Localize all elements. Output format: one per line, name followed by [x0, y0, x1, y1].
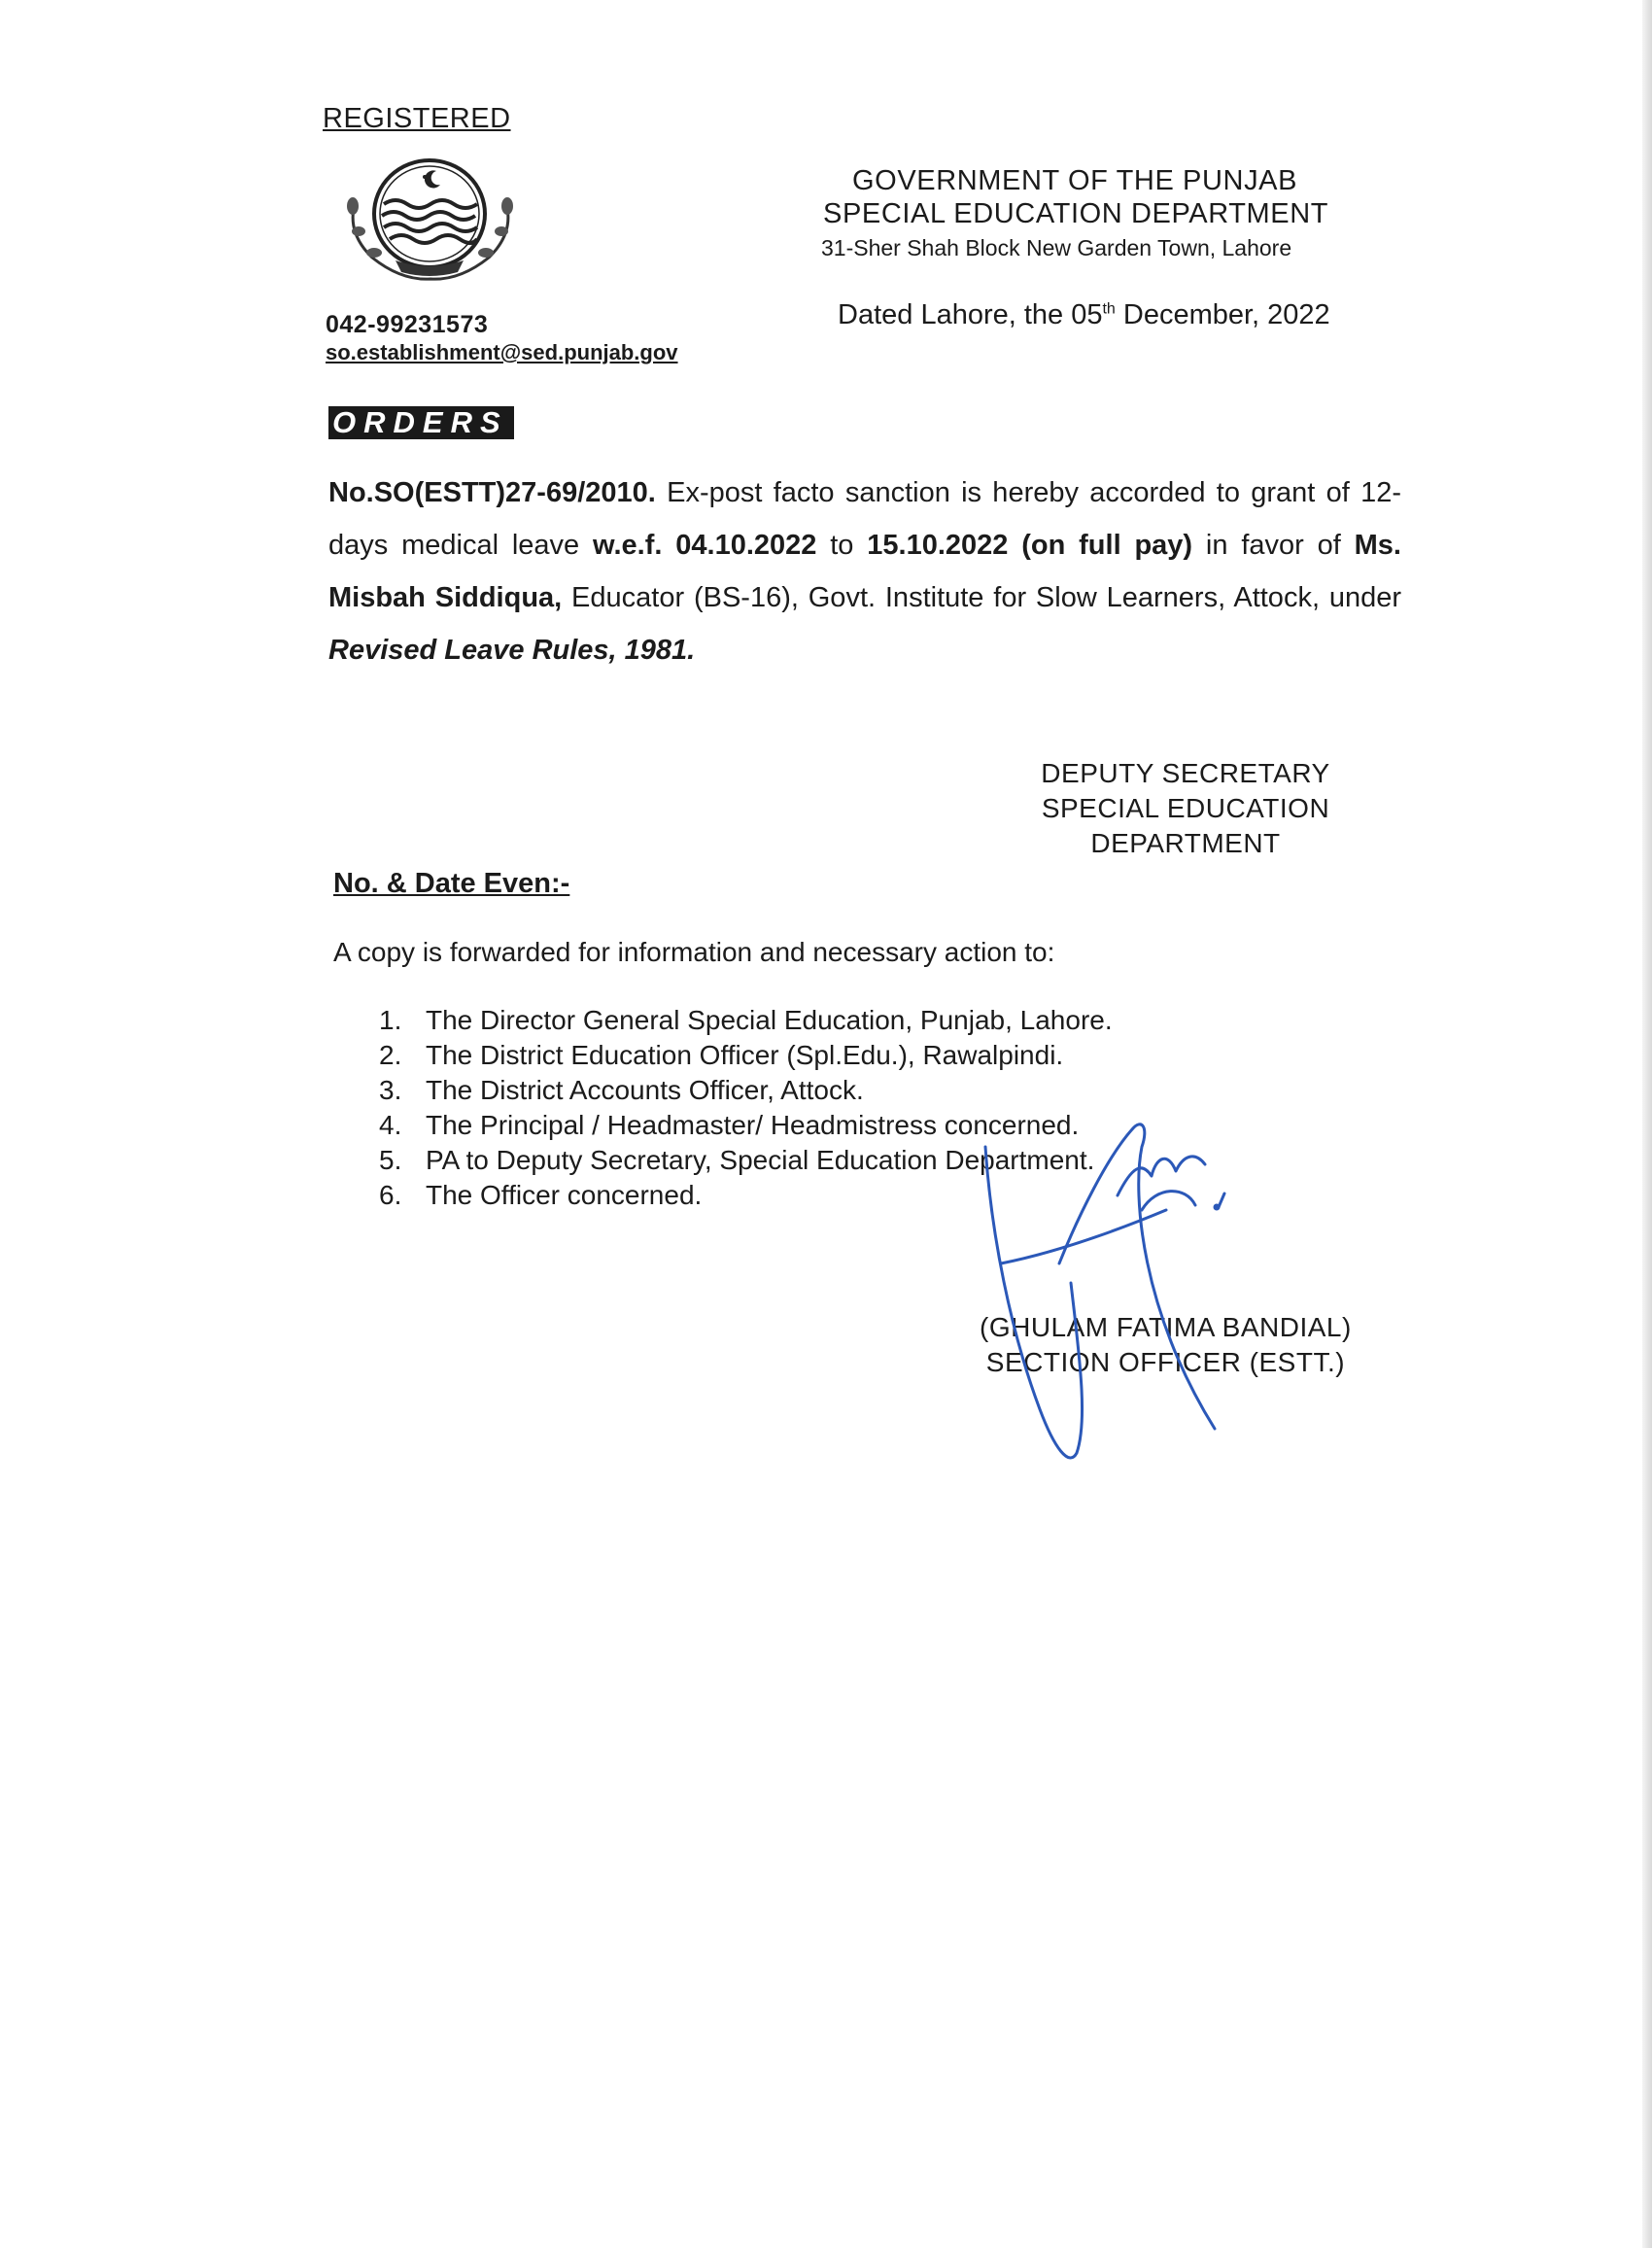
department-title: SPECIAL EDUCATION DEPARTMENT — [823, 198, 1329, 229]
issue-date-ordinal: th — [1102, 300, 1116, 318]
punjab-seal-icon — [335, 146, 525, 292]
end-date: 15.10.2022 (on full pay) — [867, 530, 1193, 561]
employee-name: Ms. Misbah Siddiqua, — [328, 530, 1401, 613]
leave-rules: Revised Leave Rules, 1981. — [328, 635, 696, 666]
list-item — [379, 1073, 1113, 1108]
order-text-1: Ex-post facto sanction is hereby accorded to grant of 12-days medical leave — [328, 477, 1401, 561]
list-item — [379, 1038, 1113, 1073]
list-text: The District Accounts Officer, Attock. — [426, 1075, 864, 1105]
order-text-4: Educator (BS-16), Govt. Institute for Slow Learners, Attock, under — [562, 582, 1401, 613]
list-text: The Director General Special Education, Punjab, Lahore. — [426, 1005, 1113, 1035]
list-text: PA to Deputy Secretary, Special Education Department. — [426, 1145, 1095, 1175]
list-number: 6. — [379, 1180, 402, 1210]
email-address: so.establishment@sed.punjab.gov — [326, 340, 678, 364]
order-text-2: to — [816, 530, 868, 561]
deputy-secretary-block — [1020, 756, 1351, 861]
copy-intro: A copy is forwarded for information and necessary action to: — [333, 937, 1055, 967]
deputy-line-2: SPECIAL EDUCATION — [1041, 793, 1330, 823]
effective-date: w.e.f. 04.10.2022 — [593, 530, 817, 561]
list-number: 5. — [379, 1145, 402, 1175]
order-paragraph — [328, 467, 1401, 676]
list-text: The Officer concerned. — [426, 1180, 703, 1210]
officer-name: (GHULAM FATIMA BANDIAL) — [980, 1312, 1352, 1342]
copy-heading: No. & Date Even:- — [333, 868, 570, 899]
orders-heading: ORDERS — [328, 406, 514, 439]
registered-label: REGISTERED — [323, 103, 511, 134]
list-number: 2. — [379, 1040, 402, 1070]
signature-icon — [962, 1118, 1244, 1468]
list-text: The Principal / Headmaster/ Headmistress concerned. — [426, 1110, 1080, 1140]
order-number: No.SO(ESTT)27-69/2010. — [328, 477, 656, 508]
order-text-3: in favor of — [1192, 530, 1355, 561]
officer-title: SECTION OFFICER (ESTT.) — [985, 1347, 1346, 1377]
issue-date-prefix: Dated Lahore, the 05 — [838, 299, 1103, 330]
list-number: 1. — [379, 1005, 402, 1035]
deputy-line-3: DEPARTMENT — [1090, 828, 1281, 858]
government-title: GOVERNMENT OF THE PUNJAB — [852, 165, 1298, 196]
deputy-line-1: DEPUTY SECRETARY — [1041, 758, 1330, 788]
issue-date — [838, 299, 1330, 331]
list-number: 3. — [379, 1075, 402, 1105]
scan-edge — [1642, 0, 1652, 2248]
department-address: 31-Sher Shah Block New Garden Town, Lahore — [821, 235, 1292, 260]
list-number: 4. — [379, 1110, 402, 1140]
list-item — [379, 1003, 1113, 1038]
phone-number: 042-99231573 — [326, 311, 489, 338]
list-text: The District Education Officer (Spl.Edu.), Rawalpindi. — [426, 1040, 1064, 1070]
issue-date-suffix: December, 2022 — [1115, 299, 1330, 330]
